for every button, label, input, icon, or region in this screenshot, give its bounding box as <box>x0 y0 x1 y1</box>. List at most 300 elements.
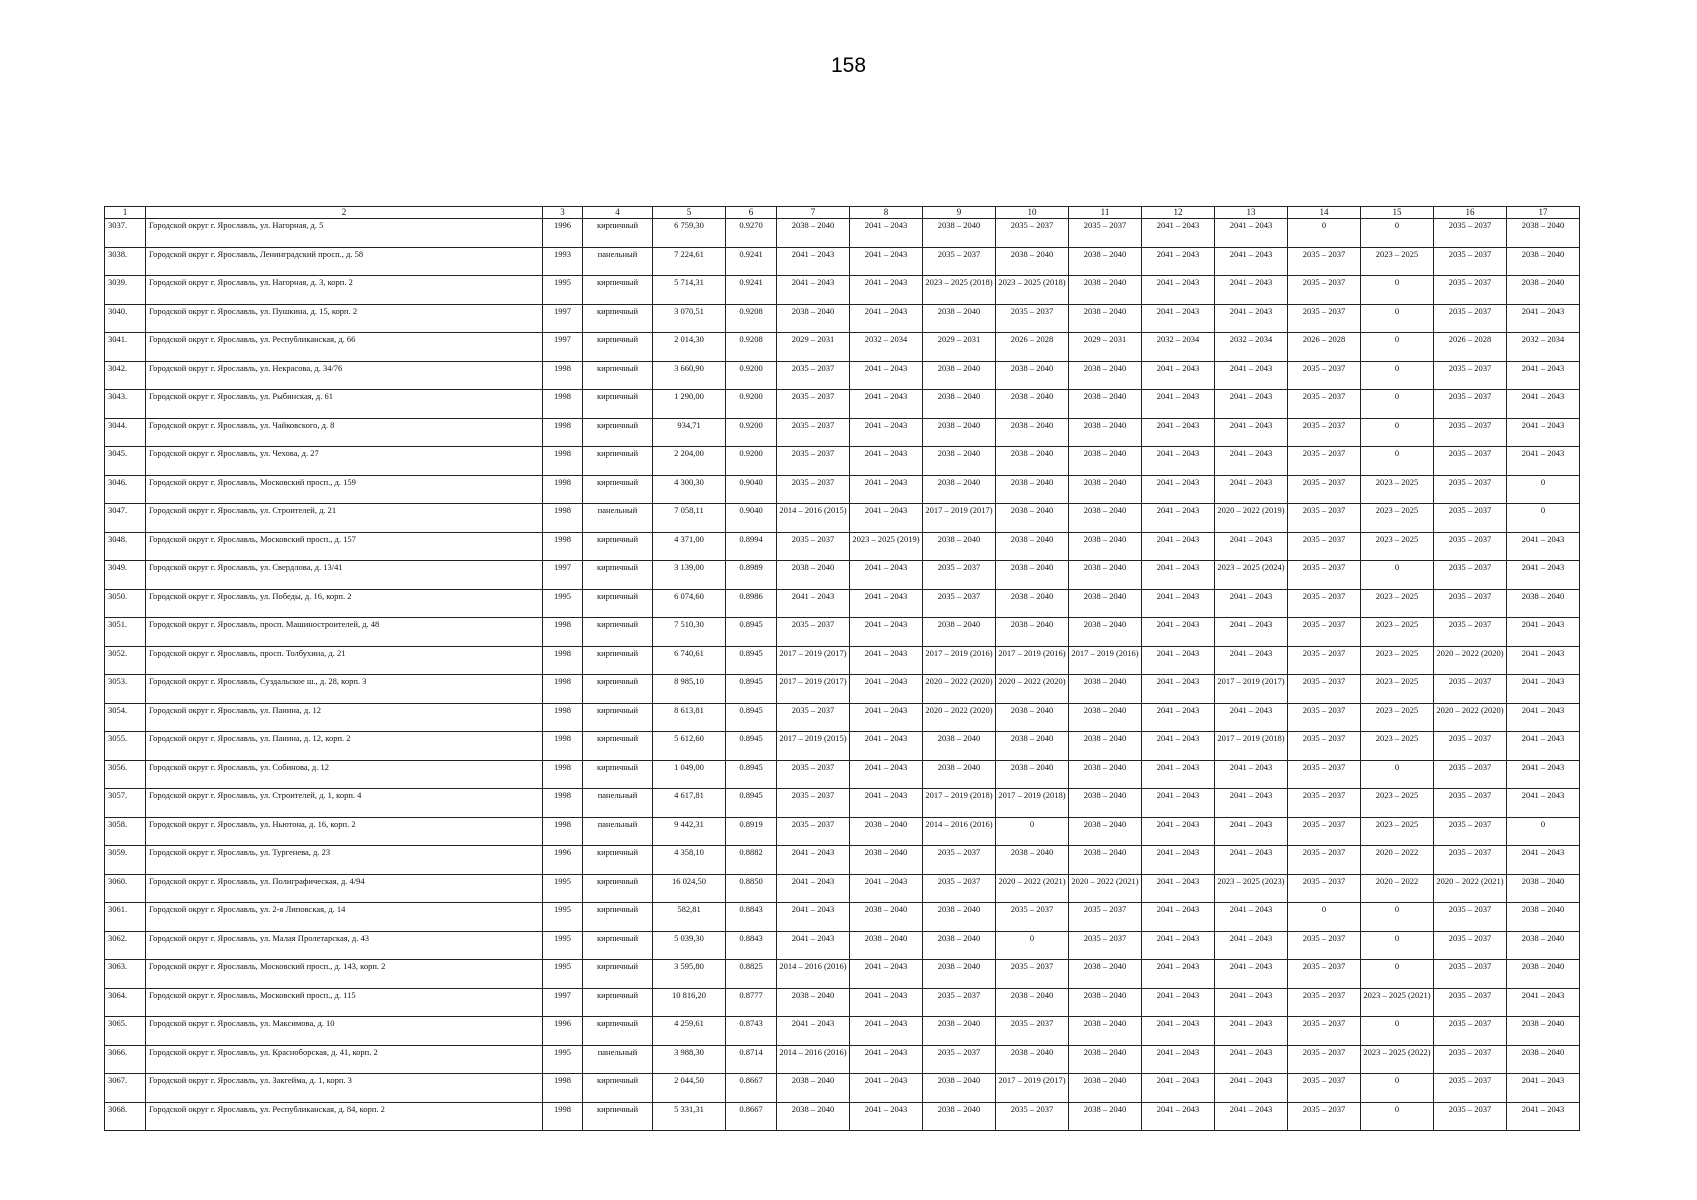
table-row <box>105 817 1580 846</box>
cell-period-col-9: 2038 – 2040 <box>923 960 996 989</box>
cell-period-col-8: 2041 – 2043 <box>850 418 923 447</box>
cell-wall-material: кирпичный <box>583 1017 653 1046</box>
cell-address: Городской округ г. Ярославль, ул. Чайковского, д. 8 <box>146 418 543 447</box>
cell-period-col-11: 2038 – 2040 <box>1069 817 1142 846</box>
cell-period-col-10: 2017 – 2019 (2016) <box>996 646 1069 675</box>
cell-period-col-16: 2035 – 2037 <box>1434 760 1507 789</box>
cell-wall-material: панельный <box>583 1045 653 1074</box>
cell-period-col-12: 2041 – 2043 <box>1142 304 1215 333</box>
cell-period-col-11: 2038 – 2040 <box>1069 1074 1142 1103</box>
cell-period-col-14: 2035 – 2037 <box>1288 789 1361 818</box>
cell-period-col-7: 2014 – 2016 (2016) <box>777 960 850 989</box>
cell-year-built: 1998 <box>543 532 583 561</box>
cell-period-col-13: 2023 – 2025 (2023) <box>1215 874 1288 903</box>
cell-period-col-14: 2035 – 2037 <box>1288 703 1361 732</box>
cell-area: 4 358,10 <box>653 846 726 875</box>
cell-period-col-10: 2038 – 2040 <box>996 504 1069 533</box>
cell-period-col-10: 2035 – 2037 <box>996 903 1069 932</box>
cell-period-col-12: 2041 – 2043 <box>1142 789 1215 818</box>
cell-row-number: 3048. <box>105 532 146 561</box>
cell-period-col-14: 2035 – 2037 <box>1288 304 1361 333</box>
cell-period-col-14: 2035 – 2037 <box>1288 532 1361 561</box>
cell-year-built: 1998 <box>543 646 583 675</box>
cell-row-number: 3047. <box>105 504 146 533</box>
cell-period-col-11: 2038 – 2040 <box>1069 732 1142 761</box>
cell-period-col-8: 2041 – 2043 <box>850 390 923 419</box>
cell-period-col-9: 2038 – 2040 <box>923 447 996 476</box>
cell-period-col-12: 2041 – 2043 <box>1142 361 1215 390</box>
cell-wear-coefficient: 0.8882 <box>726 846 777 875</box>
cell-wear-coefficient: 0.8986 <box>726 589 777 618</box>
cell-period-col-12: 2041 – 2043 <box>1142 475 1215 504</box>
cell-year-built: 1998 <box>543 703 583 732</box>
cell-row-number: 3051. <box>105 618 146 647</box>
column-header-13: 13 <box>1215 207 1288 219</box>
cell-period-col-8: 2041 – 2043 <box>850 703 923 732</box>
cell-address: Городской округ г. Ярославль, ул. Собинова, д. 12 <box>146 760 543 789</box>
cell-address: Городской округ г. Ярославль, ул. Победы, д. 16, корп. 2 <box>146 589 543 618</box>
page-number: 158 <box>830 54 867 77</box>
cell-period-col-15: 0 <box>1361 1102 1434 1131</box>
cell-period-col-16: 2035 – 2037 <box>1434 931 1507 960</box>
cell-period-col-14: 2035 – 2037 <box>1288 475 1361 504</box>
cell-period-col-11: 2038 – 2040 <box>1069 532 1142 561</box>
cell-period-col-7: 2014 – 2016 (2015) <box>777 504 850 533</box>
cell-period-col-16: 2035 – 2037 <box>1434 846 1507 875</box>
cell-wear-coefficient: 0.8945 <box>726 789 777 818</box>
cell-year-built: 1998 <box>543 675 583 704</box>
table-row <box>105 532 1580 561</box>
cell-period-col-13: 2041 – 2043 <box>1215 646 1288 675</box>
cell-wall-material: кирпичный <box>583 361 653 390</box>
cell-period-col-10: 2038 – 2040 <box>996 732 1069 761</box>
cell-address: Городской округ г. Ярославль, ул. Панина, д. 12 <box>146 703 543 732</box>
cell-period-col-13: 2041 – 2043 <box>1215 1045 1288 1074</box>
cell-period-col-13: 2041 – 2043 <box>1215 1074 1288 1103</box>
cell-period-col-7: 2041 – 2043 <box>777 903 850 932</box>
cell-period-col-9: 2038 – 2040 <box>923 903 996 932</box>
cell-wear-coefficient: 0.9208 <box>726 333 777 362</box>
cell-wear-coefficient: 0.8667 <box>726 1102 777 1131</box>
cell-period-col-12: 2041 – 2043 <box>1142 532 1215 561</box>
cell-period-col-10: 2035 – 2037 <box>996 304 1069 333</box>
column-header-15: 15 <box>1361 207 1434 219</box>
cell-period-col-16: 2035 – 2037 <box>1434 390 1507 419</box>
cell-period-col-12: 2041 – 2043 <box>1142 504 1215 533</box>
cell-period-col-15: 2023 – 2025 <box>1361 504 1434 533</box>
table-row <box>105 903 1580 932</box>
cell-period-col-8: 2041 – 2043 <box>850 874 923 903</box>
cell-period-col-15: 2023 – 2025 <box>1361 675 1434 704</box>
table-row <box>105 960 1580 989</box>
cell-period-col-13: 2041 – 2043 <box>1215 988 1288 1017</box>
cell-period-col-13: 2020 – 2022 (2019) <box>1215 504 1288 533</box>
cell-year-built: 1995 <box>543 960 583 989</box>
cell-period-col-14: 2035 – 2037 <box>1288 1045 1361 1074</box>
table-row <box>105 732 1580 761</box>
cell-period-col-13: 2041 – 2043 <box>1215 589 1288 618</box>
cell-period-col-16: 2035 – 2037 <box>1434 1017 1507 1046</box>
cell-row-number: 3046. <box>105 475 146 504</box>
cell-period-col-13: 2041 – 2043 <box>1215 789 1288 818</box>
cell-period-col-11: 2038 – 2040 <box>1069 618 1142 647</box>
cell-period-col-11: 2038 – 2040 <box>1069 789 1142 818</box>
cell-period-col-9: 2017 – 2019 (2017) <box>923 504 996 533</box>
cell-period-col-10: 2038 – 2040 <box>996 447 1069 476</box>
cell-period-col-17: 2041 – 2043 <box>1507 732 1580 761</box>
cell-wear-coefficient: 0.8843 <box>726 931 777 960</box>
column-header-3: 3 <box>543 207 583 219</box>
cell-period-col-12: 2041 – 2043 <box>1142 817 1215 846</box>
cell-period-col-17: 2041 – 2043 <box>1507 561 1580 590</box>
cell-period-col-8: 2038 – 2040 <box>850 817 923 846</box>
cell-period-col-14: 2035 – 2037 <box>1288 418 1361 447</box>
cell-period-col-16: 2035 – 2037 <box>1434 219 1507 248</box>
cell-period-col-16: 2020 – 2022 (2020) <box>1434 646 1507 675</box>
cell-period-col-7: 2035 – 2037 <box>777 361 850 390</box>
cell-year-built: 1998 <box>543 447 583 476</box>
cell-period-col-8: 2041 – 2043 <box>850 276 923 305</box>
cell-wall-material: кирпичный <box>583 418 653 447</box>
cell-row-number: 3049. <box>105 561 146 590</box>
cell-wear-coefficient: 0.8945 <box>726 703 777 732</box>
table-row <box>105 475 1580 504</box>
cell-period-col-11: 2029 – 2031 <box>1069 333 1142 362</box>
cell-address: Городской округ г. Ярославль, ул. Свердлова, д. 13/41 <box>146 561 543 590</box>
table-row <box>105 703 1580 732</box>
cell-period-col-14: 2035 – 2037 <box>1288 646 1361 675</box>
cell-area: 10 816,20 <box>653 988 726 1017</box>
cell-period-col-10: 2038 – 2040 <box>996 475 1069 504</box>
cell-period-col-16: 2035 – 2037 <box>1434 304 1507 333</box>
column-header-1: 1 <box>105 207 146 219</box>
cell-wall-material: панельный <box>583 817 653 846</box>
cell-year-built: 1998 <box>543 418 583 447</box>
cell-row-number: 3037. <box>105 219 146 248</box>
cell-period-col-8: 2041 – 2043 <box>850 789 923 818</box>
cell-period-col-12: 2041 – 2043 <box>1142 447 1215 476</box>
cell-period-col-7: 2041 – 2043 <box>777 874 850 903</box>
cell-period-col-9: 2038 – 2040 <box>923 618 996 647</box>
cell-period-col-15: 0 <box>1361 760 1434 789</box>
cell-period-col-12: 2041 – 2043 <box>1142 960 1215 989</box>
cell-wall-material: кирпичный <box>583 390 653 419</box>
cell-address: Городской округ г. Ярославль, просп. Толбухина, д. 21 <box>146 646 543 675</box>
cell-wall-material: кирпичный <box>583 1074 653 1103</box>
cell-period-col-11: 2038 – 2040 <box>1069 361 1142 390</box>
cell-period-col-15: 0 <box>1361 903 1434 932</box>
cell-period-col-17: 2041 – 2043 <box>1507 447 1580 476</box>
cell-period-col-12: 2041 – 2043 <box>1142 760 1215 789</box>
cell-period-col-12: 2041 – 2043 <box>1142 732 1215 761</box>
cell-period-col-8: 2041 – 2043 <box>850 447 923 476</box>
cell-period-col-8: 2041 – 2043 <box>850 219 923 248</box>
cell-wear-coefficient: 0.8945 <box>726 732 777 761</box>
cell-address: Городской округ г. Ярославль, ул. Пушкина, д. 15, корп. 2 <box>146 304 543 333</box>
cell-period-col-9: 2035 – 2037 <box>923 1045 996 1074</box>
cell-area: 1 290,00 <box>653 390 726 419</box>
cell-period-col-11: 2038 – 2040 <box>1069 589 1142 618</box>
cell-period-col-10: 2035 – 2037 <box>996 960 1069 989</box>
cell-period-col-17: 2038 – 2040 <box>1507 219 1580 248</box>
cell-area: 8 985,10 <box>653 675 726 704</box>
cell-wall-material: кирпичный <box>583 931 653 960</box>
cell-row-number: 3039. <box>105 276 146 305</box>
cell-period-col-11: 2038 – 2040 <box>1069 390 1142 419</box>
cell-period-col-15: 0 <box>1361 561 1434 590</box>
cell-row-number: 3061. <box>105 903 146 932</box>
cell-period-col-12: 2041 – 2043 <box>1142 1102 1215 1131</box>
cell-period-col-11: 2038 – 2040 <box>1069 1045 1142 1074</box>
cell-period-col-16: 2035 – 2037 <box>1434 447 1507 476</box>
cell-period-col-13: 2041 – 2043 <box>1215 618 1288 647</box>
table-row <box>105 276 1580 305</box>
cell-address: Городской округ г. Ярославль, ул. Закгейма, д. 1, корп. 3 <box>146 1074 543 1103</box>
cell-period-col-16: 2035 – 2037 <box>1434 1102 1507 1131</box>
cell-area: 3 070,51 <box>653 304 726 333</box>
cell-address: Городской округ г. Ярославль, ул. Республиканская, д. 84, корп. 2 <box>146 1102 543 1131</box>
cell-period-col-16: 2035 – 2037 <box>1434 732 1507 761</box>
table-row <box>105 760 1580 789</box>
cell-period-col-16: 2035 – 2037 <box>1434 561 1507 590</box>
cell-year-built: 1995 <box>543 874 583 903</box>
cell-area: 9 442,31 <box>653 817 726 846</box>
cell-area: 2 204,00 <box>653 447 726 476</box>
cell-period-col-8: 2041 – 2043 <box>850 618 923 647</box>
cell-period-col-7: 2014 – 2016 (2016) <box>777 1045 850 1074</box>
cell-period-col-12: 2041 – 2043 <box>1142 703 1215 732</box>
cell-period-col-9: 2035 – 2037 <box>923 988 996 1017</box>
cell-period-col-10: 2038 – 2040 <box>996 561 1069 590</box>
cell-period-col-7: 2035 – 2037 <box>777 447 850 476</box>
cell-period-col-10: 2023 – 2025 (2018) <box>996 276 1069 305</box>
table-row <box>105 618 1580 647</box>
cell-period-col-14: 2035 – 2037 <box>1288 361 1361 390</box>
cell-period-col-10: 0 <box>996 817 1069 846</box>
cell-area: 4 259,61 <box>653 1017 726 1046</box>
cell-year-built: 1998 <box>543 504 583 533</box>
cell-area: 4 300,30 <box>653 475 726 504</box>
column-header-2: 2 <box>146 207 543 219</box>
column-header-11: 11 <box>1069 207 1142 219</box>
cell-wall-material: кирпичный <box>583 532 653 561</box>
cell-year-built: 1998 <box>543 475 583 504</box>
cell-wear-coefficient: 0.8945 <box>726 675 777 704</box>
cell-period-col-8: 2038 – 2040 <box>850 903 923 932</box>
table-row <box>105 333 1580 362</box>
cell-area: 1 049,00 <box>653 760 726 789</box>
cell-row-number: 3050. <box>105 589 146 618</box>
cell-wear-coefficient: 0.8945 <box>726 646 777 675</box>
cell-period-col-9: 2023 – 2025 (2018) <box>923 276 996 305</box>
cell-period-col-15: 0 <box>1361 361 1434 390</box>
table-row <box>105 561 1580 590</box>
column-header-12: 12 <box>1142 207 1215 219</box>
cell-period-col-16: 2026 – 2028 <box>1434 333 1507 362</box>
cell-period-col-8: 2041 – 2043 <box>850 760 923 789</box>
cell-period-col-14: 2035 – 2037 <box>1288 1017 1361 1046</box>
cell-period-col-9: 2014 – 2016 (2016) <box>923 817 996 846</box>
cell-row-number: 3064. <box>105 988 146 1017</box>
cell-period-col-15: 2020 – 2022 <box>1361 846 1434 875</box>
cell-period-col-12: 2041 – 2043 <box>1142 589 1215 618</box>
cell-period-col-8: 2041 – 2043 <box>850 646 923 675</box>
cell-period-col-12: 2041 – 2043 <box>1142 846 1215 875</box>
cell-period-col-13: 2041 – 2043 <box>1215 475 1288 504</box>
cell-period-col-15: 0 <box>1361 390 1434 419</box>
cell-wear-coefficient: 0.9241 <box>726 247 777 276</box>
cell-period-col-17: 2041 – 2043 <box>1507 418 1580 447</box>
cell-period-col-8: 2041 – 2043 <box>850 1017 923 1046</box>
cell-period-col-11: 2038 – 2040 <box>1069 1102 1142 1131</box>
cell-period-col-13: 2041 – 2043 <box>1215 247 1288 276</box>
cell-period-col-8: 2041 – 2043 <box>850 988 923 1017</box>
cell-period-col-9: 2035 – 2037 <box>923 247 996 276</box>
cell-wear-coefficient: 0.8714 <box>726 1045 777 1074</box>
column-header-16: 16 <box>1434 207 1507 219</box>
cell-period-col-7: 2038 – 2040 <box>777 561 850 590</box>
cell-period-col-15: 2023 – 2025 <box>1361 618 1434 647</box>
cell-period-col-17: 2041 – 2043 <box>1507 1102 1580 1131</box>
cell-area: 6 074,60 <box>653 589 726 618</box>
cell-period-col-17: 2038 – 2040 <box>1507 247 1580 276</box>
cell-period-col-11: 2038 – 2040 <box>1069 304 1142 333</box>
cell-period-col-13: 2041 – 2043 <box>1215 390 1288 419</box>
cell-year-built: 1998 <box>543 618 583 647</box>
cell-period-col-16: 2035 – 2037 <box>1434 361 1507 390</box>
cell-period-col-14: 0 <box>1288 903 1361 932</box>
cell-period-col-17: 2041 – 2043 <box>1507 789 1580 818</box>
cell-period-col-16: 2035 – 2037 <box>1434 504 1507 533</box>
cell-area: 582,81 <box>653 903 726 932</box>
cell-wall-material: кирпичный <box>583 447 653 476</box>
cell-area: 5 331,31 <box>653 1102 726 1131</box>
cell-period-col-14: 2035 – 2037 <box>1288 1074 1361 1103</box>
cell-wall-material: кирпичный <box>583 333 653 362</box>
cell-row-number: 3041. <box>105 333 146 362</box>
column-header-5: 5 <box>653 207 726 219</box>
column-header-8: 8 <box>850 207 923 219</box>
cell-period-col-10: 2017 – 2019 (2017) <box>996 1074 1069 1103</box>
cell-area: 7 510,30 <box>653 618 726 647</box>
cell-wear-coefficient: 0.8843 <box>726 903 777 932</box>
table-row <box>105 646 1580 675</box>
cell-period-col-16: 2035 – 2037 <box>1434 1045 1507 1074</box>
cell-address: Городской округ г. Ярославль, Суздальское ш., д. 28, корп. 3 <box>146 675 543 704</box>
cell-wear-coefficient: 0.9208 <box>726 304 777 333</box>
cell-wear-coefficient: 0.9200 <box>726 390 777 419</box>
cell-address: Городской округ г. Ярославль, ул. Нагорная, д. 5 <box>146 219 543 248</box>
cell-period-col-12: 2041 – 2043 <box>1142 1017 1215 1046</box>
cell-year-built: 1995 <box>543 589 583 618</box>
cell-row-number: 3045. <box>105 447 146 476</box>
cell-period-col-11: 2038 – 2040 <box>1069 675 1142 704</box>
column-header-9: 9 <box>923 207 996 219</box>
cell-period-col-7: 2035 – 2037 <box>777 760 850 789</box>
cell-period-col-7: 2041 – 2043 <box>777 247 850 276</box>
cell-period-col-9: 2035 – 2037 <box>923 846 996 875</box>
cell-area: 3 988,30 <box>653 1045 726 1074</box>
cell-period-col-17: 2041 – 2043 <box>1507 1074 1580 1103</box>
cell-row-number: 3042. <box>105 361 146 390</box>
cell-period-col-17: 2032 – 2034 <box>1507 333 1580 362</box>
column-header-17: 17 <box>1507 207 1580 219</box>
cell-row-number: 3065. <box>105 1017 146 1046</box>
cell-period-col-17: 2041 – 2043 <box>1507 703 1580 732</box>
cell-year-built: 1995 <box>543 1045 583 1074</box>
cell-period-col-17: 2038 – 2040 <box>1507 931 1580 960</box>
cell-area: 934,71 <box>653 418 726 447</box>
cell-period-col-13: 2041 – 2043 <box>1215 817 1288 846</box>
cell-year-built: 1998 <box>543 1102 583 1131</box>
cell-wall-material: панельный <box>583 504 653 533</box>
cell-period-col-11: 2035 – 2037 <box>1069 903 1142 932</box>
cell-period-col-9: 2038 – 2040 <box>923 732 996 761</box>
cell-period-col-11: 2038 – 2040 <box>1069 475 1142 504</box>
cell-period-col-9: 2038 – 2040 <box>923 304 996 333</box>
cell-period-col-10: 2038 – 2040 <box>996 846 1069 875</box>
cell-row-number: 3054. <box>105 703 146 732</box>
cell-period-col-16: 2035 – 2037 <box>1434 1074 1507 1103</box>
cell-period-col-8: 2023 – 2025 (2019) <box>850 532 923 561</box>
cell-period-col-15: 0 <box>1361 1074 1434 1103</box>
cell-period-col-15: 2023 – 2025 <box>1361 703 1434 732</box>
cell-period-col-17: 2041 – 2043 <box>1507 361 1580 390</box>
cell-address: Городской округ г. Ярославль, ул. Чехова, д. 27 <box>146 447 543 476</box>
table-row <box>105 1017 1580 1046</box>
cell-wear-coefficient: 0.9241 <box>726 276 777 305</box>
cell-period-col-15: 0 <box>1361 276 1434 305</box>
cell-period-col-12: 2041 – 2043 <box>1142 276 1215 305</box>
cell-wear-coefficient: 0.9200 <box>726 447 777 476</box>
cell-period-col-17: 0 <box>1507 475 1580 504</box>
cell-row-number: 3067. <box>105 1074 146 1103</box>
cell-period-col-13: 2041 – 2043 <box>1215 1017 1288 1046</box>
table-row <box>105 675 1580 704</box>
cell-period-col-15: 2023 – 2025 <box>1361 646 1434 675</box>
cell-period-col-16: 2035 – 2037 <box>1434 418 1507 447</box>
cell-period-col-8: 2041 – 2043 <box>850 589 923 618</box>
cell-period-col-7: 2041 – 2043 <box>777 589 850 618</box>
cell-period-col-10: 2020 – 2022 (2020) <box>996 675 1069 704</box>
cell-period-col-15: 0 <box>1361 418 1434 447</box>
cell-year-built: 1995 <box>543 931 583 960</box>
cell-period-col-8: 2041 – 2043 <box>850 1074 923 1103</box>
table-row <box>105 1074 1580 1103</box>
table-row <box>105 447 1580 476</box>
cell-period-col-12: 2041 – 2043 <box>1142 561 1215 590</box>
cell-period-col-9: 2038 – 2040 <box>923 219 996 248</box>
cell-period-col-9: 2038 – 2040 <box>923 418 996 447</box>
cell-address: Городской округ г. Ярославль, ул. Некрасова, д. 34/76 <box>146 361 543 390</box>
cell-address: Городской округ г. Ярославль, ул. Рыбинская, д. 61 <box>146 390 543 419</box>
cell-period-col-16: 2035 – 2037 <box>1434 475 1507 504</box>
cell-period-col-16: 2035 – 2037 <box>1434 789 1507 818</box>
column-header-10: 10 <box>996 207 1069 219</box>
table-row <box>105 304 1580 333</box>
cell-address: Городской округ г. Ярославль, ул. Ньютона, д. 16, корп. 2 <box>146 817 543 846</box>
cell-period-col-7: 2017 – 2019 (2017) <box>777 675 850 704</box>
cell-year-built: 1998 <box>543 789 583 818</box>
cell-period-col-10: 2020 – 2022 (2021) <box>996 874 1069 903</box>
cell-period-col-15: 2023 – 2025 <box>1361 247 1434 276</box>
cell-period-col-12: 2041 – 2043 <box>1142 988 1215 1017</box>
cell-area: 6 759,30 <box>653 219 726 248</box>
cell-area: 4 371,00 <box>653 532 726 561</box>
cell-address: Городской округ г. Ярославль, Ленинградский просп., д. 58 <box>146 247 543 276</box>
cell-period-col-7: 2035 – 2037 <box>777 789 850 818</box>
cell-period-col-7: 2035 – 2037 <box>777 390 850 419</box>
